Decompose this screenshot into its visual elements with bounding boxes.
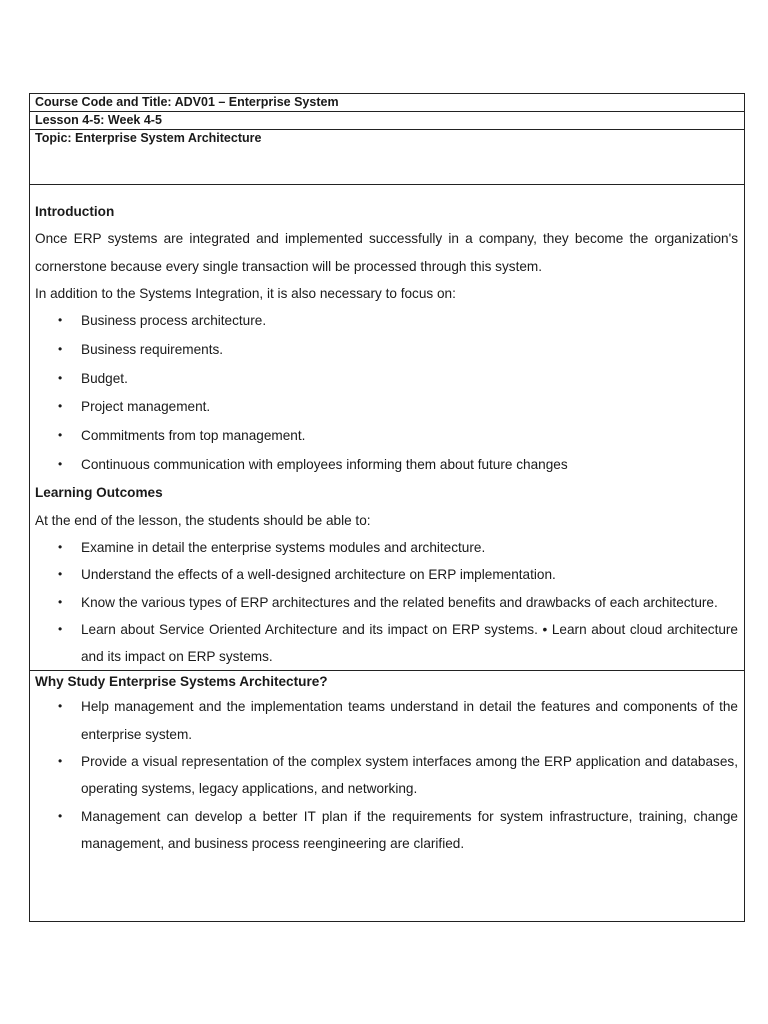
introduction-focus-paragraph: In addition to the Systems Integration, it is also necessary to focus on: (35, 285, 456, 301)
list-item: • Examine in detail the enterprise systems modules and architecture. (35, 534, 738, 561)
bullet-icon: • (58, 699, 63, 714)
list-item: • Commitments from top management. (35, 422, 738, 449)
course-title-row (30, 94, 744, 112)
list-item: • Budget. (35, 365, 738, 392)
list-item: • Know the various types of ERP architectures and the related benefits and drawbacks of each architecture. (35, 589, 738, 616)
why-study-cell (30, 670, 744, 857)
list-item: • Provide a visual representation of the complex system interfaces among the ERP application and databases, operating systems, legacy applications, and networking. (35, 748, 738, 803)
learning-outcomes-heading: Learning Outcomes (35, 485, 163, 501)
bullet-icon: • (58, 808, 63, 823)
list-item: • Help management and the implementation teams understand in detail the features and components of the enterprise system. (35, 693, 738, 748)
list-item: • Management can develop a better IT plan if the requirements for system infrastructure, training, change management, and business process reengineering are clarified. (35, 803, 738, 858)
topic-title: Topic: Enterprise System Architecture (35, 131, 262, 145)
bullet-icon: • (58, 427, 63, 442)
main-content-cell (30, 185, 744, 670)
bullet-icon: • (58, 341, 63, 356)
why-study-heading: Why Study Enterprise Systems Architecture? (35, 674, 328, 690)
learning-outcomes-list (35, 534, 738, 670)
topic-row (30, 130, 744, 185)
lesson-week: Lesson 4-5: Week 4-5 (35, 113, 162, 127)
bullet-icon: • (58, 594, 63, 609)
list-item: • Business process architecture. (35, 307, 738, 334)
bullet-icon: • (58, 621, 63, 636)
list-item: • Business requirements. (35, 336, 738, 363)
introduction-heading: Introduction (35, 204, 115, 219)
lesson-row (30, 112, 744, 130)
list-item: • Continuous communication with employees informing them about future changes (35, 451, 738, 478)
bullet-icon: • (58, 399, 63, 414)
list-item: • Learn about Service Oriented Architecture and its impact on ERP systems. • Learn about cloud architecture and its impact on ERP systems. (35, 616, 738, 671)
bullet-icon: • (58, 456, 63, 471)
introduction-focus-list (35, 307, 738, 478)
list-item: • Project management. (35, 393, 738, 420)
learning-outcomes-intro: At the end of the lesson, the students should be able to: (35, 512, 371, 528)
course-title: Course Code and Title: ADV01 – Enterprise System (35, 95, 339, 109)
bullet-icon: • (58, 567, 63, 582)
course-outline-table (29, 93, 745, 922)
why-study-list (35, 693, 738, 857)
introduction-paragraph: Once ERP systems are integrated and implemented successfully in a company, they become the organization's cornerstone because every single transaction will be processed through this system. (35, 231, 738, 274)
bullet-icon: • (58, 313, 63, 328)
bullet-icon: • (58, 539, 63, 554)
bullet-icon: • (58, 753, 63, 768)
bullet-icon: • (58, 370, 63, 385)
list-item: • Understand the effects of a well-designed architecture on ERP implementation. (35, 561, 738, 588)
